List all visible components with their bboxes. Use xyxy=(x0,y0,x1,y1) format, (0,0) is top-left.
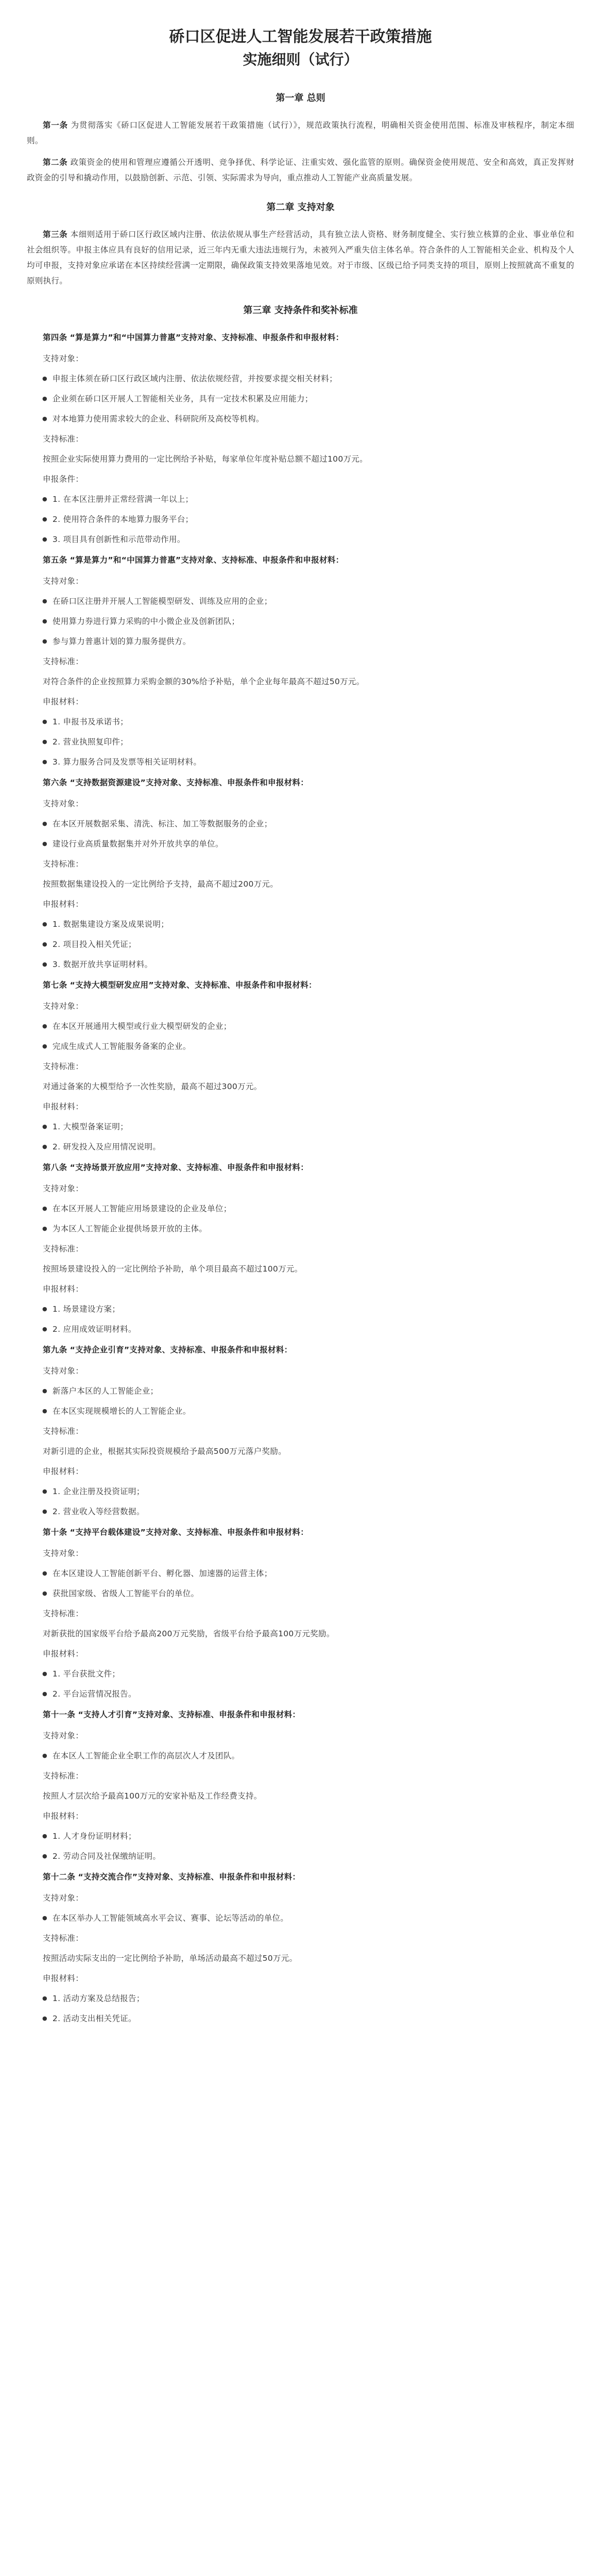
chapter-2-heading: 第二章 支持对象 xyxy=(266,202,335,213)
list-item: ● 申报主体须在硚口区行政区域内注册、依法依规经营，并按要求提交相关材料； xyxy=(27,371,574,386)
article-label: 第十一条 xyxy=(43,1710,76,1719)
article-line: 按照企业实际使用算力费用的一定比例给予补贴，每家单位年度补贴总额不超过100万元。 xyxy=(43,454,368,464)
article-line: 支持对象： xyxy=(43,577,84,586)
article-label: 第十二条 xyxy=(43,1872,76,1882)
article-line: 按照活动实际支出的一定比例给予补助，单场活动最高不超过50万元。 xyxy=(43,1954,298,1963)
list-item: ● 1. 平台获批文件； xyxy=(27,1667,574,1681)
article-4-heading xyxy=(27,330,574,345)
article-line: 对符合条件的企业按照算力采购金额的30%给予补贴，单个企业每年最高不超过50万元。 xyxy=(43,677,365,686)
list-item: ● 1. 数据集建设方案及成果说明； xyxy=(27,917,574,931)
article-3 xyxy=(27,227,574,289)
article-1 xyxy=(27,117,574,148)
article-label: 第五条 xyxy=(43,555,67,565)
article-text: 政策资金的使用和管理应遵循公开透明、竞争择优、科学论证、注重实效、强化监管的原则。确保资金使用规范、安全和高效，真正发挥财政资金的引导和撬动作用，以鼓励创新、示范、引领、实际需求为导向，重点推动人工智能产业高质量发展。 xyxy=(27,158,575,182)
article-text: “支持交流合作”支持对象、支持标准、申报条件和申报材料： xyxy=(78,1872,301,1882)
article-line: 对通过备案的大模型给予一次性奖励，最高不超过300万元。 xyxy=(43,1082,262,1091)
article-label: 第二条 xyxy=(43,158,68,167)
list-item: ● 1. 活动方案及总结报告； xyxy=(27,1991,574,2006)
article-line: 按照人才层次给予最高100万元的安家补贴及工作经费支持。 xyxy=(43,1791,262,1801)
list-item: ● 企业须在硚口区开展人工智能相关业务，具有一定技术积累及应用能力； xyxy=(27,392,574,406)
list-item: ● 2. 营业收入等经营数据。 xyxy=(27,1504,574,1519)
article-2 xyxy=(27,155,574,185)
list-item: ● 对本地算力使用需求较大的企业、科研院所及高校等机构。 xyxy=(27,412,574,426)
article-label: 第八条 xyxy=(43,1163,67,1172)
article-line: 对新引进的企业，根据其实际投资规模给予最高500万元落户奖励。 xyxy=(43,1447,286,1456)
article-line: 申报材料： xyxy=(43,1811,84,1821)
article-line: 支持标准： xyxy=(43,1771,84,1781)
list-item: ● 2. 项目投入相关凭证； xyxy=(27,937,574,952)
article-line: 申报材料： xyxy=(43,697,84,706)
list-item: ● 2. 活动支出相关凭证。 xyxy=(27,2011,574,2026)
article-line: 支持标准： xyxy=(43,1609,84,1618)
article-line: 支持标准： xyxy=(43,1062,84,1071)
article-text: “支持平台载体建设”支持对象、支持标准、申报条件和申报材料： xyxy=(70,1528,309,1537)
article-text: 为贯彻落实《硚口区促进人工智能发展若干政策措施（试行）》，规范政策执行流程，明确相关资金使用范围、标准及审核程序，制定本细则。 xyxy=(27,121,574,145)
article-text: “支持大模型研发应用”支持对象、支持标准、申报条件和申报材料： xyxy=(70,980,317,990)
article-text: “支持场景开放应用”支持对象、支持标准、申报条件和申报材料： xyxy=(70,1163,309,1172)
article-line: 支持对象： xyxy=(43,1366,84,1376)
article-text: “算是算力”和“中国算力普惠”支持对象、支持标准、申报条件和申报材料： xyxy=(70,333,344,342)
chapter-1-heading: 第一章 总则 xyxy=(276,93,325,104)
article-line: 支持对象： xyxy=(43,1002,84,1011)
article-line: 支持对象： xyxy=(43,1549,84,1558)
article-8-heading xyxy=(27,1160,574,1175)
article-label: 第六条 xyxy=(43,778,67,787)
article-label: 第一条 xyxy=(43,121,68,130)
list-item: ● 1. 场景建设方案； xyxy=(27,1302,574,1316)
list-item: ● 3. 算力服务合同及发票等相关证明材料。 xyxy=(27,755,574,769)
article-line: 支持标准： xyxy=(43,859,84,869)
article-12-heading xyxy=(27,1869,574,1885)
list-item: ● 为本区人工智能企业提供场景开放的主体。 xyxy=(27,1222,574,1236)
list-item: ● 2. 使用符合条件的本地算力服务平台； xyxy=(27,512,574,527)
list-item: ● 1. 申报书及承诺书； xyxy=(27,715,574,729)
article-line: 申报材料： xyxy=(43,1649,84,1658)
article-line: 支持对象： xyxy=(43,1184,84,1193)
article-label: 第四条 xyxy=(43,333,67,342)
list-item: ● 新落户本区的人工智能企业； xyxy=(27,1384,574,1398)
list-item: ● 1. 大模型备案证明； xyxy=(27,1120,574,1134)
article-line: 支持标准： xyxy=(43,1427,84,1436)
article-line: 支持标准： xyxy=(43,1244,84,1253)
article-9-heading xyxy=(27,1342,574,1358)
document-subtitle: 实施细则（试行） xyxy=(243,51,358,68)
chapter-3-heading: 第三章 支持条件和奖补标准 xyxy=(243,305,358,316)
article-label: 第三条 xyxy=(43,230,68,239)
article-line: 按照数据集建设投入的一定比例给予支持，最高不超过200万元。 xyxy=(43,879,279,889)
article-line: 支持标准： xyxy=(43,657,84,666)
article-11-heading xyxy=(27,1707,574,1722)
article-label: 第七条 xyxy=(43,980,67,990)
article-line: 支持标准： xyxy=(43,434,84,444)
article-line: 申报材料： xyxy=(43,1974,84,1983)
list-item: ● 在本区开展通用大模型或行业大模型研发的企业； xyxy=(27,1019,574,1033)
list-item: ● 获批国家级、省级人工智能平台的单位。 xyxy=(27,1586,574,1601)
article-line: 支持对象： xyxy=(43,799,84,808)
article-text: “支持企业引育”支持对象、支持标准、申报条件和申报材料： xyxy=(70,1345,293,1354)
article-text: “算是算力”和“中国算力普惠”支持对象、支持标准、申报条件和申报材料： xyxy=(70,555,344,565)
list-item: ● 2. 劳动合同及社保缴纳证明。 xyxy=(27,1849,574,1863)
article-6-heading xyxy=(27,775,574,790)
list-item: ● 1. 在本区注册并正常经营满一年以上； xyxy=(27,492,574,506)
list-item: ● 2. 研发投入及应用情况说明。 xyxy=(27,1140,574,1154)
list-item: ● 在本区开展数据采集、清洗、标注、加工等数据服务的企业； xyxy=(27,817,574,831)
list-item: ● 建设行业高质量数据集并对外开放共享的单位。 xyxy=(27,837,574,851)
article-label: 第十条 xyxy=(43,1528,67,1537)
article-line: 申报材料： xyxy=(43,1284,84,1294)
article-line: 支持对象： xyxy=(43,1731,84,1740)
article-line: 对新获批的国家级平台给予最高200万元奖励，省级平台给予最高100万元奖励。 xyxy=(43,1629,335,1638)
article-text: 本细则适用于硚口区行政区域内注册、依法依规从事生产经营活动，具有独立法人资格、财务制度健全、实行独立核算的企业、事业单位和社会组织等。申报主体应具有良好的信用记录，近三年内无重大违法违规行为，未被列入严重失信主体名单。符合条件的人工智能相关企业、机构及个人均可申报，支持对象应承诺在本区持续经营满一定期限，确保政策支持效果落地见效。对于市级、区级已给予同类支持的项目，原则上按照就高不重复的原则执行。 xyxy=(27,230,575,285)
article-7-heading xyxy=(27,977,574,993)
article-line: 申报条件： xyxy=(43,474,84,484)
list-item: ● 在硚口区注册并开展人工智能模型研发、训练及应用的企业； xyxy=(27,594,574,608)
article-10-heading xyxy=(27,1524,574,1540)
list-item: ● 3. 数据开放共享证明材料。 xyxy=(27,957,574,972)
article-label: 第九条 xyxy=(43,1345,67,1354)
list-item: ● 在本区开展人工智能应用场景建设的企业及单位； xyxy=(27,1201,574,1216)
article-line: 支持对象： xyxy=(43,354,84,363)
list-item: ● 2. 营业执照复印件； xyxy=(27,735,574,749)
document-title: 硚口区促进人工智能发展若干政策措施 xyxy=(169,28,432,46)
article-5-heading xyxy=(27,552,574,568)
list-item: ● 3. 项目具有创新性和示范带动作用。 xyxy=(27,532,574,547)
list-item: ● 1. 人才身份证明材料； xyxy=(27,1829,574,1843)
list-item: ● 2. 应用成效证明材料。 xyxy=(27,1322,574,1336)
article-line: 支持标准： xyxy=(43,1934,84,1943)
article-line: 申报材料： xyxy=(43,900,84,909)
article-line: 申报材料： xyxy=(43,1102,84,1111)
list-item: ● 在本区人工智能企业全职工作的高层次人才及团队。 xyxy=(27,1749,574,1763)
list-item: ● 在本区举办人工智能领域高水平会议、赛事、论坛等活动的单位。 xyxy=(27,1911,574,1925)
list-item: ● 完成生成式人工智能服务备案的企业。 xyxy=(27,1039,574,1054)
list-item: ● 在本区建设人工智能创新平台、孵化器、加速器的运营主体； xyxy=(27,1566,574,1581)
article-text: “支持人才引育”支持对象、支持标准、申报条件和申报材料： xyxy=(78,1710,301,1719)
article-line: 支持对象： xyxy=(43,1893,84,1903)
list-item: ● 使用算力券进行算力采购的中小微企业及创新团队； xyxy=(27,614,574,629)
article-text: “支持数据资源建设”支持对象、支持标准、申报条件和申报材料： xyxy=(70,778,309,787)
list-item: ● 2. 平台运营情况报告。 xyxy=(27,1687,574,1701)
list-item: ● 在本区实现规模增长的人工智能企业。 xyxy=(27,1404,574,1418)
article-line: 按照场景建设投入的一定比例给予补助，单个项目最高不超过100万元。 xyxy=(43,1264,303,1274)
article-line: 申报材料： xyxy=(43,1467,84,1476)
list-item: ● 参与算力普惠计划的算力服务提供方。 xyxy=(27,634,574,649)
list-item: ● 1. 企业注册及投资证明； xyxy=(27,1484,574,1499)
